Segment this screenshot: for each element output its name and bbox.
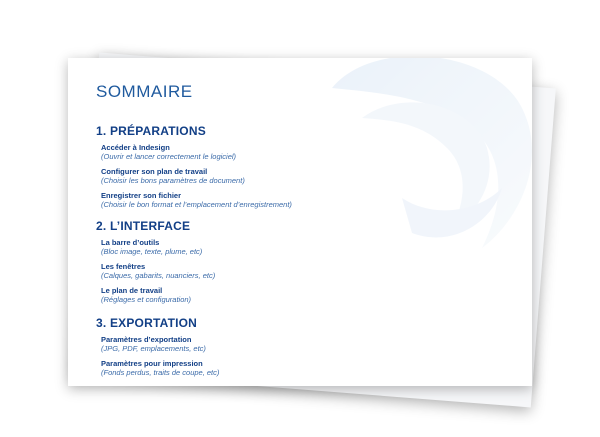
item-description: (Choisir le bon format et l’emplacement d’enregistrement) xyxy=(101,200,292,209)
page-title: SOMMAIRE xyxy=(96,82,193,101)
section-heading: 2. L’INTERFACE xyxy=(96,219,191,233)
section-interface xyxy=(96,219,496,304)
list-item xyxy=(101,167,496,185)
item-title: La barre d’outils xyxy=(101,238,160,247)
item-title: Les fenêtres xyxy=(101,262,146,271)
list-item xyxy=(101,191,496,209)
list-item xyxy=(101,238,496,256)
front-sheet xyxy=(68,58,532,386)
item-description: (Fonds perdus, traits de coupe, etc) xyxy=(101,368,220,377)
item-title: Le plan de travail xyxy=(101,286,163,295)
item-description: (Calques, gabarits, nuanciers, etc) xyxy=(101,271,216,280)
item-description: (Bloc image, texte, plume, etc) xyxy=(101,247,203,256)
section-heading: 1. PRÉPARATIONS xyxy=(96,124,206,138)
list-item xyxy=(101,286,496,304)
list-item xyxy=(101,359,496,377)
item-description: (Ouvrir et lancer correctement le logiciel) xyxy=(101,152,237,161)
list-item xyxy=(101,143,496,161)
item-title: Configurer son plan de travail xyxy=(101,167,208,176)
item-description: (Réglages et configuration) xyxy=(101,295,192,304)
item-description: (JPG, PDF, emplacements, etc) xyxy=(101,344,206,353)
list-item xyxy=(101,262,496,280)
section-heading: 3. EXPORTATION xyxy=(96,316,198,330)
section-exportation xyxy=(96,316,496,377)
item-description: (Choisir les bons paramètres de document) xyxy=(101,176,245,185)
table-of-contents xyxy=(96,82,496,383)
item-title: Accéder à Indesign xyxy=(101,143,170,152)
section-preparations xyxy=(96,124,496,209)
item-title: Paramètres pour impression xyxy=(101,359,203,368)
item-title: Enregistrer son fichier xyxy=(101,191,182,200)
item-title: Paramètres d’exportation xyxy=(101,335,192,344)
list-item xyxy=(101,335,496,353)
